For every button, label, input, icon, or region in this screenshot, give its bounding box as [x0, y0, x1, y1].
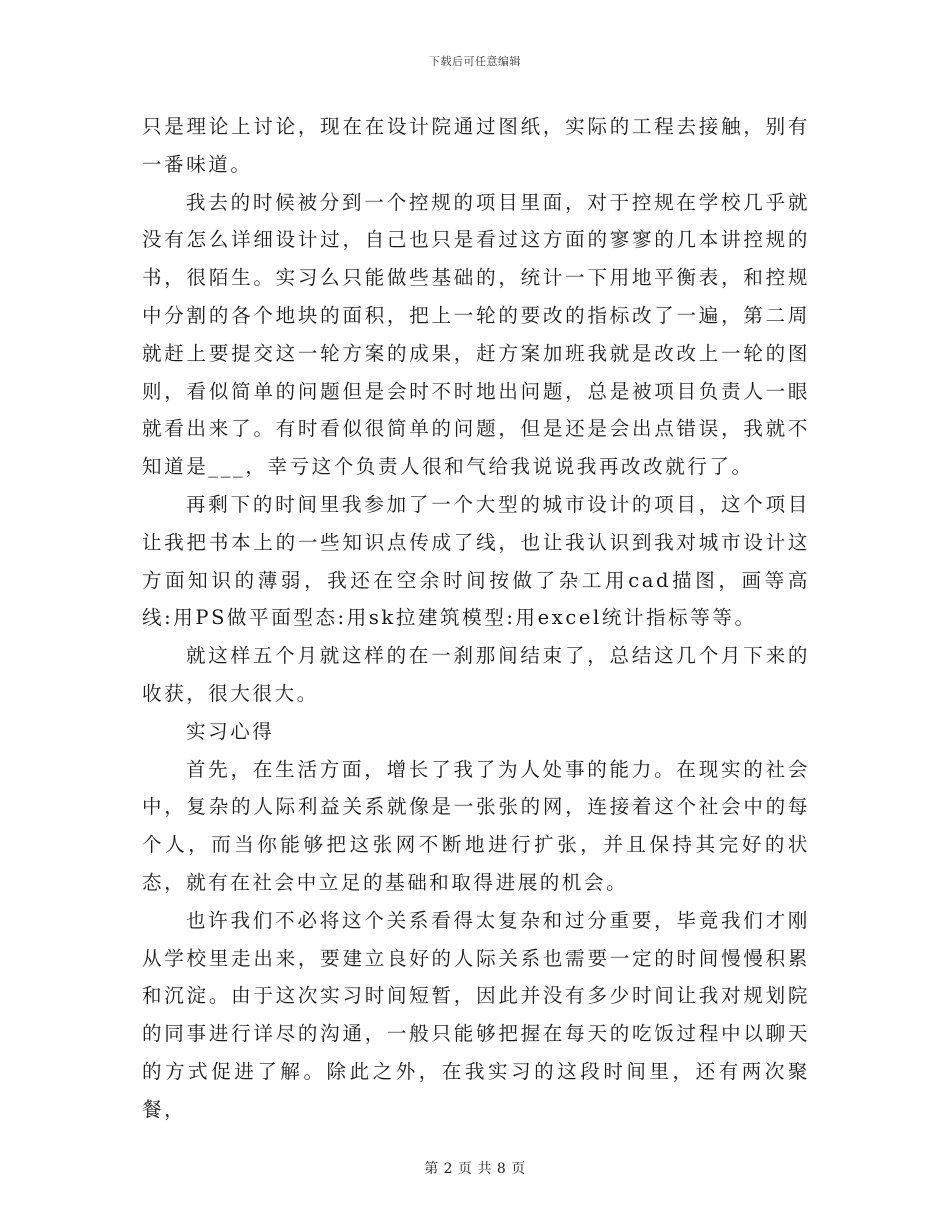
page-footer: 第 2 页 共 8 页	[424, 1161, 526, 1177]
paragraph-4: 就这样五个月就这样的在一刹那间结束了，总结这几个月下来的收获，很大很大。	[142, 644, 810, 705]
section-heading: 实习心得	[186, 719, 275, 743]
paragraph-3: 再剩下的时间里我参加了一个大型的城市设计的项目，这个项目让我把书本上的一些知识点传成了线，也让我认识到我对城市设计这方面知识的薄弱，我还在空余时间按做了杂工用cad描图，画等高线:用PS做平面型态:用sk拉建筑模型:用excel统计指标等等。	[142, 492, 810, 630]
document-body	[142, 108, 810, 1129]
paragraph-1: 只是理论上讨论，现在在设计院通过图纸，实际的工程去接触，别有一番味道。	[142, 115, 810, 176]
page-header: 下载后可任意编辑	[429, 55, 521, 68]
paragraph-6: 也许我们不必将这个关系看得太复杂和过分重要，毕竟我们才刚从学校里走出来，要建立良好的人际关系也需要一定的时间慢慢积累和沉淀。由于这次实习时间短暂，因此并没有多少时间让我对规划院的同事进行详尽的沟通，一般只能够把握在每天的吃饭过程中以聊天的方式促进了解。除此之外，在我实习的这段时间里，还有两次聚餐，	[142, 908, 810, 1121]
paragraph-2: 我去的时候被分到一个控规的项目里面，对于控规在学校几乎就没有怎么详细设计过，自己也只是看过这方面的寥寥的几本讲控规的书，很陌生。实习么只能做些基础的，统计一下用地平衡表，和控规中分割的各个地块的面积，把上一轮的要改的指标改了一遍，第二周就赶上要提交这一轮方案的成果，赶方案加班我就是改改上一轮的图则，看似简单的问题但是会时不时地出问题，总是被项目负责人一眼就看出来了。有时看似很简单的问题，但是还是会出点错误，我就不知道是___，幸亏这个负责人很和气给我说说我再改改就行了。	[142, 190, 810, 479]
paragraph-5: 首先，在生活方面，增长了我了为人处事的能力。在现实的社会中，复杂的人际利益关系就像是一张张的网，连接着这个社会中的每个人，而当你能够把这张网不断地进行扩张，并且保持其完好的状态，就有在社会中立足的基础和取得进展的机会。	[142, 757, 810, 894]
